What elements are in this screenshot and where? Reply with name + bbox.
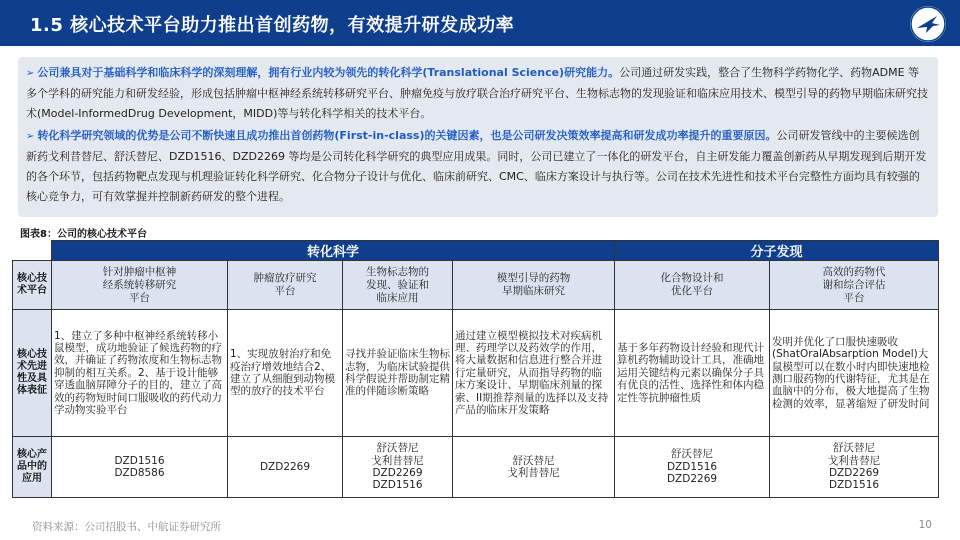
- page-number: 10: [918, 519, 932, 531]
- core-platform-table: [12, 240, 939, 498]
- application-cns-metastasis: DZD1516 DZD8586: [52, 437, 228, 498]
- advancement-row: [13, 310, 939, 437]
- summary-box: [18, 57, 938, 217]
- platform-radiotherapy: 肿瘤放疗研究 平台: [228, 261, 343, 310]
- figure-label: 图表8：公司的核心技术平台: [20, 229, 147, 240]
- advancement-cns-metastasis: 1、建立了多种中枢神经系统转移小鼠模型，成功地验证了候选药物的疗效，并确证了药物浓度和生物标志物抑制的相互关系。2、基于设计能够穿透血脑屏障分子的目的，建立了高效的药物短时间口服吸收的药代动力学动物实验平台: [52, 310, 228, 437]
- application-radiotherapy: DZD2269: [228, 437, 343, 498]
- arrow-bullet-icon: ➢: [26, 131, 35, 142]
- platform-biomarker: 生物标志物的 发现、验证和 临床应用: [343, 261, 453, 310]
- platform-cns-metastasis: 针对肿瘤中枢神 经系统转移研究 平台: [52, 261, 228, 310]
- summary-paragraph-1: [26, 63, 928, 124]
- advancement-compound-design: 基于多年药物设计经验和现代计算机药物辅助设计工具，准确地运用关键结构元素以确保分子具有优良的活性、选择性和体内稳定性等抗肿瘤性质: [615, 310, 770, 437]
- platform-row: [13, 261, 939, 310]
- group-translational-science: 转化科学: [52, 241, 615, 261]
- airplane-logo-icon: [910, 6, 946, 42]
- application-dmpk: 舒沃替尼 戈利昔替尼 DZD2269 DZD1516: [770, 437, 939, 498]
- group-header-row: [13, 241, 939, 261]
- platform-dmpk: 高效的药物代 谢和综合评估 平台: [770, 261, 939, 310]
- page-title: 1.5 核心技术平台助力推出首创药物，有效提升研发成功率: [30, 15, 515, 36]
- group-molecular-discovery: 分子发现: [615, 241, 939, 261]
- advancement-dmpk: 发明并优化了口服快速吸收(ShatOralAbsarption Model)大鼠模型可以在数小时内即快速地检测口服药物的代谢特征，尤其是在血脑中的分布，极大地提高了生物检测的效率，显著缩短了研发时间: [770, 310, 939, 437]
- platform-compound-design: 化合物设计和 优化平台: [615, 261, 770, 310]
- row-header-platform: 核心技术平台: [13, 261, 52, 310]
- row-header-advancement: 核心技术先进性及具体表征: [13, 310, 52, 437]
- summary-text-2: 公司研发管线中的主要候选创新药戈利昔替尼、舒沃替尼、DZD1516、DZD2269 等均是公司转化科学研究的典型应用成果。同时，公司已建立了一体化的研发平台，自主研发能力覆盖创新药从早期发现到后期开发的各个环节，包括药物靶点发现与机理验证转化科学研究、化合物分子设计与优化、临床前研究、CMC、临床方案设计与执行等。公司在技术先进性和技术平台完整性方面均具有较强的核心竞争力，可有效掌握并控制新药研发的整个进程。: [26, 129, 927, 203]
- summary-text-1: 公司通过研发实践，整合了生物科学药物化学、药物ADME 等多个学科的研究能力和研发经验，形成包括肿瘤中枢神经系统转移研究平台、肿瘤免疫与放疗联合治疗研究平台、生物标志物的发现验证和临床应用技术、模型引导的药物早期临床研究技术(Model-InformedDrug Development，MIDD)等与转化科学相关的技术平台。: [26, 66, 928, 120]
- platform-midd: 模型引导的药物 早期临床研究: [453, 261, 615, 310]
- advancement-biomarker: 寻找并验证临床生物标志物，为临床试验提供科学假说并帮助制定精准的伴随诊断策略: [343, 310, 453, 437]
- source-note: 资料来源：公司招股书、中航证券研究所: [32, 521, 221, 533]
- application-midd: 舒沃替尼 戈利昔替尼: [453, 437, 615, 498]
- application-biomarker: 舒沃替尼 戈利昔替尼 DZD2269 DZD1516: [343, 437, 453, 498]
- row-header-application: 核心产品中的应用: [13, 437, 52, 498]
- summary-highlight-2: 转化科学研究领域的优势是公司不断快速且成功推出首创药物(First-in-class)的关键因素，也是公司研发决策效率提高和研发成功率提升的重要原因。: [37, 129, 777, 142]
- application-row: [13, 437, 939, 498]
- summary-highlight-1: 公司兼具对于基础科学和临床科学的深刻理解，拥有行业内较为领先的转化科学(Translational Science)研究能力。: [37, 66, 620, 79]
- application-compound-design: 舒沃替尼 DZD1516 DZD2269: [615, 437, 770, 498]
- advancement-midd: 通过建立模型模拟技术对疾病机理、药理学以及药效学的作用，将大量数据和信息进行整合并进行定量研究，从而指导药物的临床方案设计、早期临床剂量的探索、II期推荐剂量的选择以及支持产品的临床开发策略: [453, 310, 615, 437]
- advancement-radiotherapy: 1、实现放射治疗和免疫治疗增效地结合2、建立了从细胞到动物模型的放疗的技术平台: [228, 310, 343, 437]
- title-bar: [0, 0, 960, 46]
- summary-paragraph-2: [26, 126, 928, 207]
- corner-cell: [13, 241, 52, 261]
- arrow-bullet-icon: ➢: [26, 68, 35, 79]
